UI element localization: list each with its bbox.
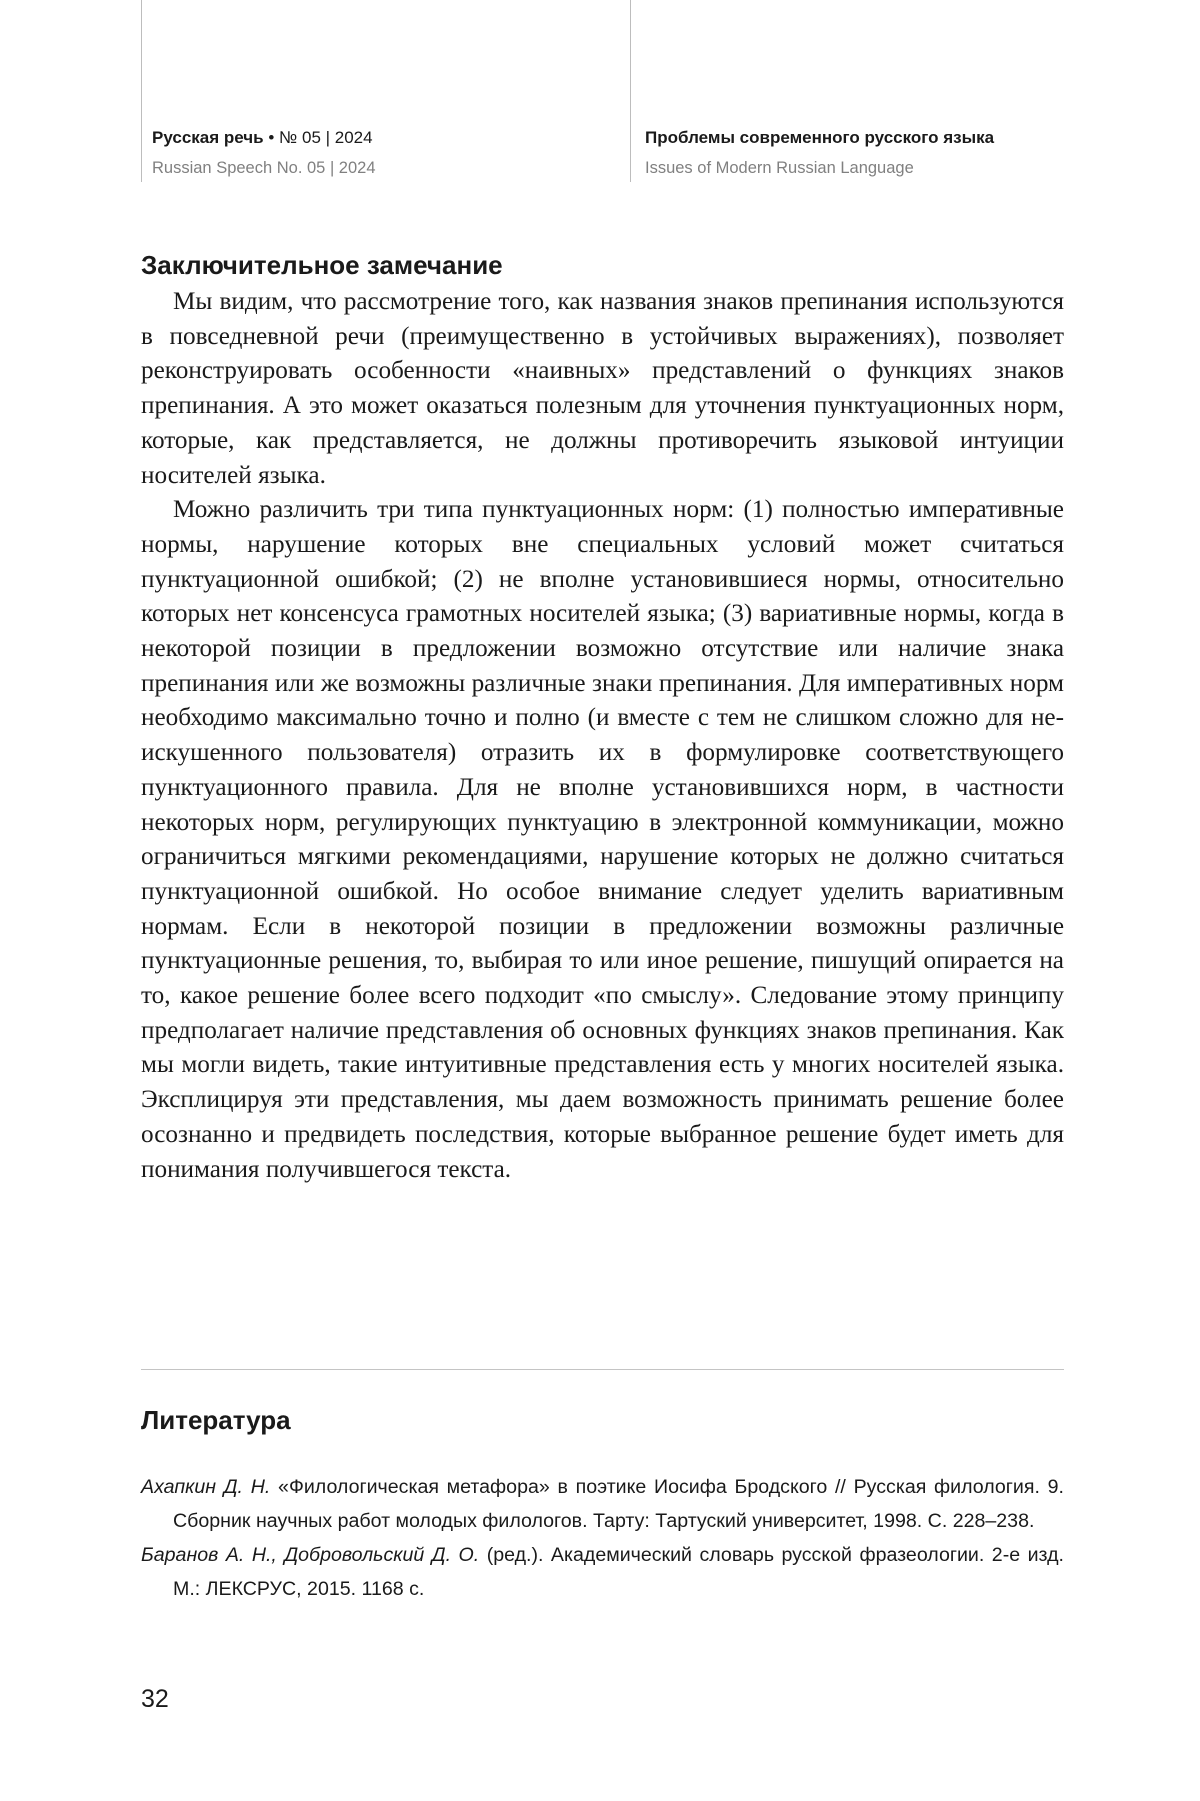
header-divider-left — [141, 0, 142, 182]
journal-title-en: Russian Speech No. 05 | 2024 — [152, 159, 376, 177]
header-bullet: • — [263, 128, 280, 147]
literature-section — [141, 1400, 1064, 1606]
reference-text: (ред.). Академический словарь русской фразеологии. 2-е изд. М.: ЛЕКСРУС, 2015. 1168 с. — [173, 1544, 1064, 1600]
reference-authors: Ахапкин Д. Н. — [141, 1476, 271, 1498]
literature-heading: Литература — [141, 1405, 291, 1435]
reference-item — [141, 1538, 1064, 1606]
section-name-ru: Проблемы современного русского языка — [645, 128, 995, 147]
section-title-ru — [645, 123, 994, 153]
section-divider — [141, 1369, 1064, 1370]
paragraph: Можно различить три типа пунктуационных норм: (1) полностью императивные нормы, нарушение которых вне специальных условий может считаться пунктуационной ошибкой; (2) не вполне установившиеся нормы, относительно которых нет консенсуса грамотных носителей языка; (3) вариативные нормы, когда в некоторой позиции в предложении возможно отсутствие или наличие знака препинания или же возможны различные знаки препинания. Для императивных норм необходимо максимально точно и полно (и вместе с тем не слишком сложно для неискушенного пользователя) отразить их в формулировке соответствующего пунктуационного правила. Для не вполне установившихся норм, в частности некоторых норм, регулирующих пунктуацию в электронной коммуникации, можно ограничиться мягкими рекомендациями, нарушение которых не должно считаться пунктуационной ошибкой. Но особое внимание следует уделить вариативным нормам. Если в некоторой позиции в предложении возможны различные пунктуационные решения, то, выбирая то или иное решение, пишущий опирается на то, какое решение более всего подходит «по смыслу». Следование этому принципу предполагает наличие представления об основных функциях знаков препинания. Как мы могли видеть, такие интуитивные представления есть у многих носителей языка. Эксплицируя эти представления, мы даем возможность принимать решение более осознанно и предвидеть последствия, которые выбранное решение будет иметь для понимания получившегося текста. — [141, 496, 1064, 1183]
header-divider-right — [630, 0, 631, 182]
conclusion-heading: Заключительное замечание — [141, 250, 503, 280]
conclusion-body — [141, 285, 1064, 1187]
page-number: 32 — [141, 1685, 169, 1713]
running-header-section — [645, 123, 994, 183]
reference-item — [141, 1470, 1064, 1538]
conclusion-section — [141, 245, 1064, 1187]
paragraph: Мы видим, что рассмотрение того, как названия знаков препинания используются в повседневной речи (преимущественно в устойчивых выражениях), позволяет реконструировать особенности «наивных» представлений о функциях знаков препинания. А это может оказаться полезным для уточнения пунктуационных норм, которые, как представляется, не должны противоречить языковой интуиции носителей языка. — [141, 288, 1064, 489]
reference-list — [141, 1470, 1064, 1606]
journal-issue-ru: № 05 | 2024 — [279, 128, 373, 147]
running-header-journal — [152, 123, 376, 183]
reference-authors: Баранов А. Н., Добровольский Д. О. — [141, 1544, 480, 1566]
journal-name-ru: Русская речь — [152, 128, 264, 147]
section-title-en: Issues of Modern Russian Language — [645, 159, 914, 177]
reference-text: «Филологическая метафора» в поэтике Иосифа Бродского // Русская филология. 9. Сборник научных работ молодых филологов. Тарту: Тартуский университет, 1998. С. 228–238. — [173, 1476, 1064, 1532]
journal-title-ru — [152, 123, 376, 153]
